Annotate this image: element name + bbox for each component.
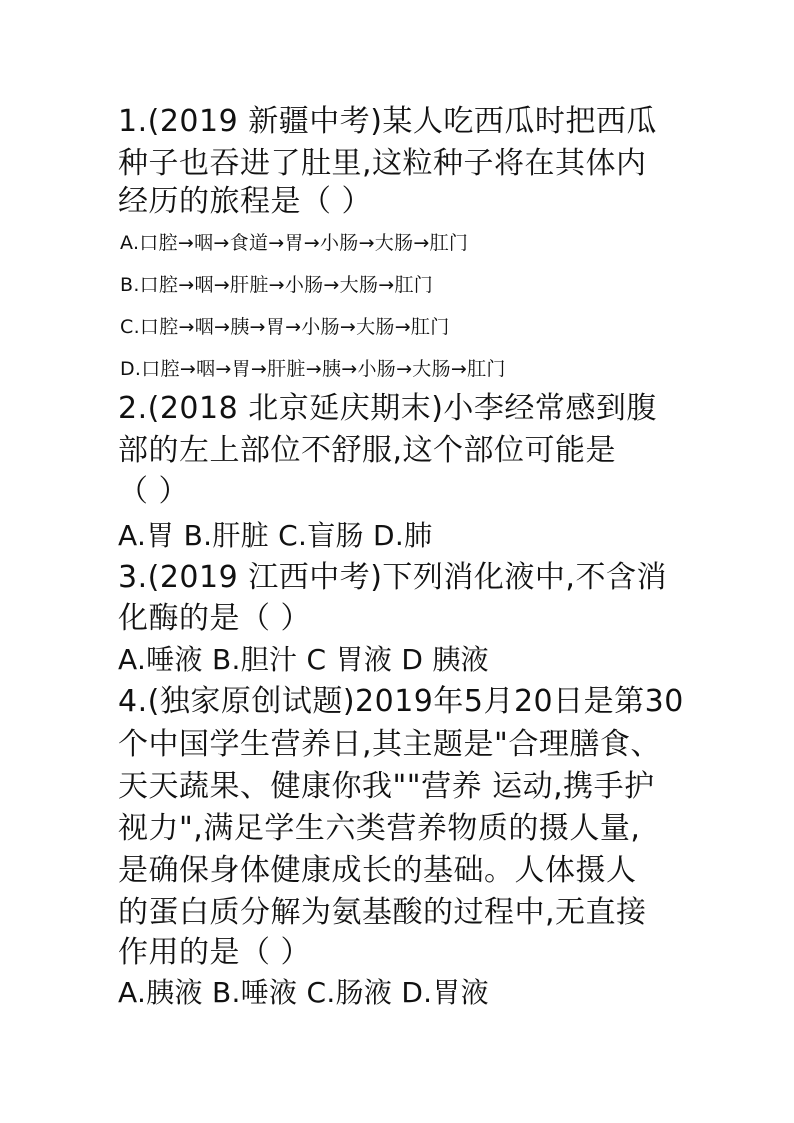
- question-1-option-b: B.口腔→咽→肝脏→小肠→大肠→肛门: [120, 274, 434, 296]
- question-4-line-2: 个中国学生营养日,其主题是"合理膳食、: [118, 727, 661, 762]
- question-3-line-2: 化酶的是（ ）: [118, 601, 312, 636]
- question-3-options: A.唾液 B.胆汁 C 胃液 D 胰液: [118, 643, 489, 676]
- question-4-line-1: 4.(独家原创试题)2019年5月20日是第30: [118, 684, 684, 719]
- question-2-line-1: 2.(2018 北京延庆期末)小李经常感到腹: [118, 391, 657, 426]
- question-3-line-1: 3.(2019 江西中考)下列消化液中,不含消: [118, 560, 667, 595]
- question-4-line-7: 作用的是（ ）: [118, 935, 312, 970]
- question-1-line-1: 1.(2019 新疆中考)某人吃西瓜时把西瓜: [118, 104, 657, 139]
- question-4-line-5: 是确保身体健康成长的基础。人体摄人: [118, 853, 637, 888]
- question-2-line-3: （ ）: [118, 474, 190, 509]
- question-1-line-2: 种子也吞进了肚里,这粒种子将在其体内: [118, 146, 647, 181]
- question-2-options: A.胃 B.肝脏 C.盲肠 D.肺: [118, 519, 433, 552]
- question-4-line-3: 天天蔬果、健康你我""营养 运动,携手护: [118, 769, 655, 804]
- question-1-option-c: C.口腔→咽→胰→胃→小肠→大肠→肛门: [120, 316, 450, 338]
- question-1-line-3: 经历的旅程是（ ）: [118, 184, 373, 219]
- question-2-line-2: 部的左上部位不舒服,这个部位可能是: [118, 433, 617, 468]
- question-4-options: A.胰液 B.唾液 C.肠液 D.胃液: [118, 976, 489, 1009]
- question-1-option-a: A.口腔→咽→食道→胃→小肠→大肠→肛门: [120, 232, 469, 254]
- question-4-line-4: 视力",满足学生六类营养物质的摄人量,: [118, 811, 641, 846]
- question-1-option-d: D.口腔→咽→胃→肝脏→胰→小肠→大肠→肛门: [120, 358, 506, 380]
- question-4-line-6: 的蛋白质分解为氨基酸的过程中,无直接: [118, 895, 647, 930]
